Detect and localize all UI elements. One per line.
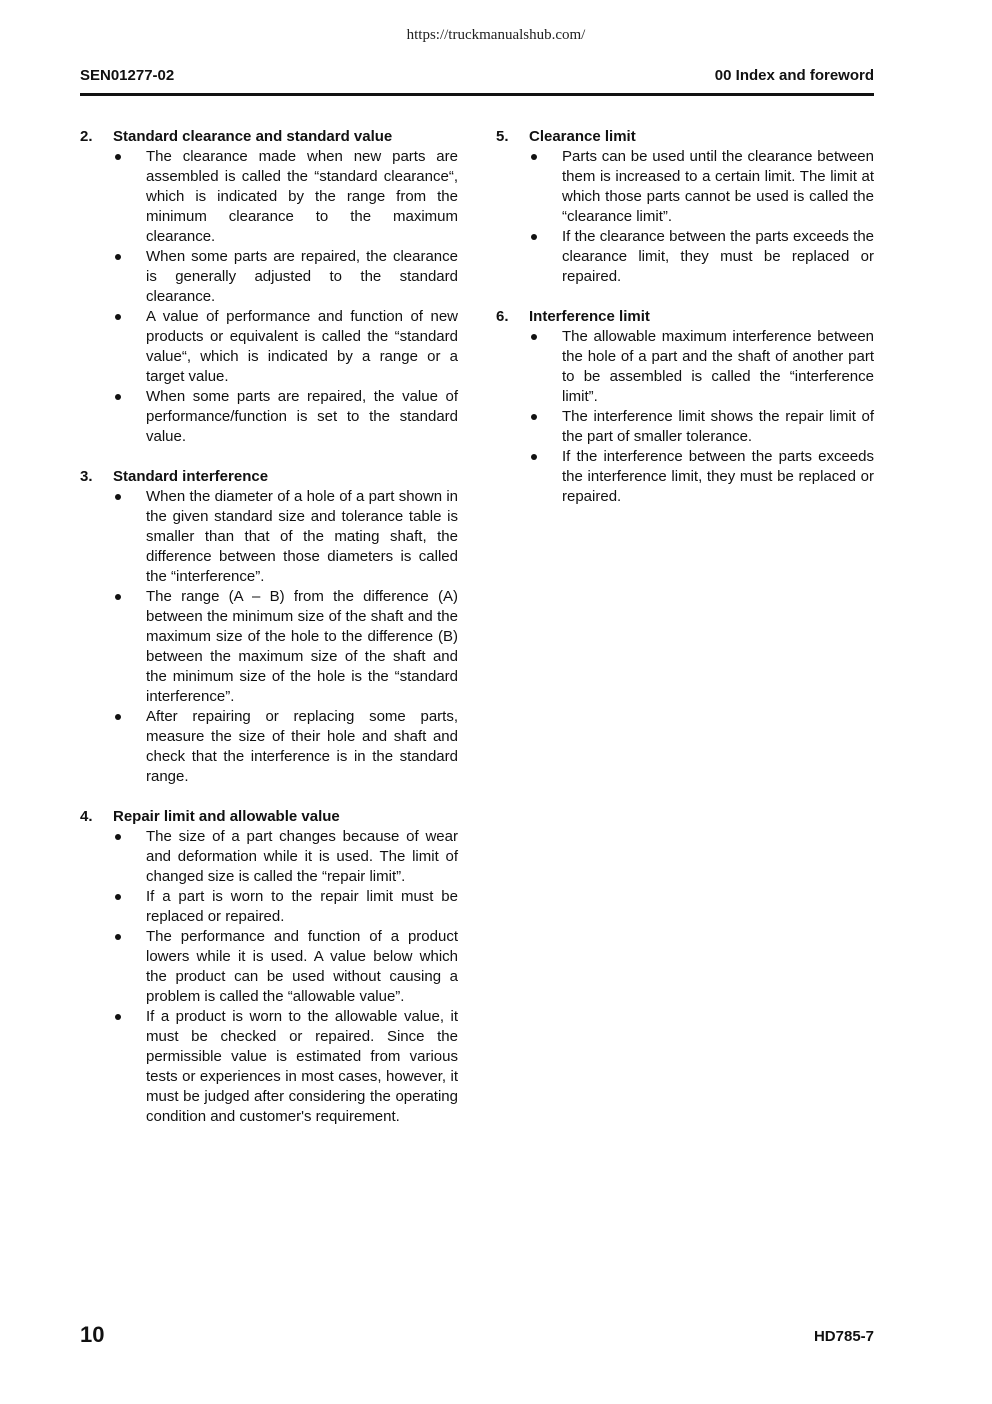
section-title-text: Standard clearance and standard value (113, 128, 393, 145)
list-item (80, 307, 458, 387)
bullet-text: After repairing or replacing some parts, measure the size of their hole and shaft and check that the interference is in the standard range. (146, 708, 458, 785)
bullet-icon (496, 327, 562, 407)
bullet-text: A value of performance and function of new products or equivalent is called the “standard value“, which is indicated by a range or a target value. (146, 308, 458, 385)
bullet-icon (80, 587, 146, 707)
bullet-text: If the interference between the parts exceeds the interference limit, they must be replaced or repaired. (562, 448, 874, 505)
left-column (80, 127, 458, 1147)
bullet-list (80, 827, 458, 1127)
bullet-list (496, 147, 874, 287)
section-title-text: Repair limit and allowable value (113, 808, 340, 825)
list-item (80, 487, 458, 587)
list-item (496, 407, 874, 447)
bullet-icon (80, 387, 146, 447)
right-column (496, 127, 874, 527)
list-item (496, 227, 874, 287)
section-clearance-limit (496, 127, 874, 287)
bullet-text: When some parts are repaired, the clearance is generally adjusted to the standard clearance. (146, 248, 458, 305)
section-standard-interference (80, 467, 458, 787)
bullet-text: If a product is worn to the allowable value, it must be checked or repaired. Since the permissible value is estimated from various tests or experiences in most cases, however, it must be judged after considering the operating condition and customer's requirement. (146, 1008, 458, 1125)
list-item (496, 447, 874, 507)
list-item (80, 927, 458, 1007)
section-number: 2. (80, 128, 93, 145)
bullet-text: The clearance made when new parts are assembled is called the “standard clearance“, which is indicated by the range from the minimum clearance to the maximum clearance. (146, 148, 458, 245)
list-item (496, 327, 874, 407)
bullet-icon (80, 827, 146, 887)
section-number: 3. (80, 468, 93, 485)
source-url: https://truckmanualshub.com/ (406, 27, 586, 43)
list-item (80, 707, 458, 787)
bullet-text: When some parts are repaired, the value of performance/function is set to the standard value. (146, 388, 458, 445)
bullet-icon (496, 227, 562, 287)
bullet-text: The size of a part changes because of wear and deformation while it is used. The limit of changed size is called the “repair limit”. (146, 828, 458, 885)
bullet-text: The range (A – B) from the difference (A) between the minimum size of the shaft and the maximum size of the hole to the difference (B) between the maximum size of the shaft and the minimum size of the hole is the “standard interference”. (146, 588, 458, 705)
bullet-list (496, 327, 874, 507)
model-number: HD785-7 (813, 1328, 874, 1345)
bullet-icon (496, 147, 562, 227)
section-heading (80, 467, 458, 487)
section-repair-limit (80, 807, 458, 1127)
list-item (80, 887, 458, 927)
section-standard-clearance (80, 127, 458, 447)
list-item (80, 247, 458, 307)
bullet-icon (80, 1007, 146, 1127)
section-number: 5. (496, 128, 509, 145)
bullet-text: The performance and function of a product lowers while it is used. A value below which the product can be used without causing a problem is called the “allowable value”. (146, 928, 458, 1005)
bullet-icon (80, 887, 146, 927)
list-item (80, 587, 458, 707)
section-heading (80, 807, 458, 827)
bullet-icon (80, 707, 146, 787)
section-title-text: Standard interference (113, 468, 269, 485)
bullet-text: The allowable maximum interference between the hole of a part and the shaft of another part to be assembled is called the “interference limit”. (562, 328, 874, 405)
section-title-text: Interference limit (529, 308, 650, 325)
list-item (80, 827, 458, 887)
section-title: 00 Index and foreword (714, 67, 874, 84)
list-item (80, 387, 458, 447)
bullet-icon (80, 487, 146, 587)
bullet-text: Parts can be used until the clearance between them is increased to a certain limit. The limit at which those parts cannot be used is called the “clearance limit”. (562, 148, 874, 225)
section-heading (496, 307, 874, 327)
section-heading (80, 127, 458, 147)
list-item (496, 147, 874, 227)
bullet-list (80, 147, 458, 447)
section-title-text: Clearance limit (529, 128, 636, 145)
bullet-text: The interference limit shows the repair limit of the part of smaller tolerance. (562, 408, 874, 445)
list-item (80, 1007, 458, 1127)
header-rule (80, 93, 874, 96)
section-heading (496, 127, 874, 147)
bullet-icon (80, 307, 146, 387)
document-id: SEN01277-02 (80, 67, 175, 84)
bullet-icon (496, 447, 562, 507)
section-number: 4. (80, 808, 93, 825)
list-item (80, 147, 458, 247)
bullet-list (80, 487, 458, 787)
bullet-icon (496, 407, 562, 447)
bullet-text: When the diameter of a hole of a part shown in the given standard size and tolerance table is smaller than that of the mating shaft, the difference between those diameters is called the “interference”. (146, 488, 458, 585)
bullet-icon (80, 147, 146, 247)
bullet-text: If a part is worn to the repair limit must be replaced or repaired. (146, 888, 458, 925)
bullet-icon (80, 927, 146, 1007)
section-number: 6. (496, 308, 509, 325)
bullet-text: If the clearance between the parts exceeds the clearance limit, they must be replaced or repaired. (562, 228, 874, 285)
bullet-icon (80, 247, 146, 307)
section-interference-limit (496, 307, 874, 507)
page-number: 10 (80, 1322, 105, 1347)
